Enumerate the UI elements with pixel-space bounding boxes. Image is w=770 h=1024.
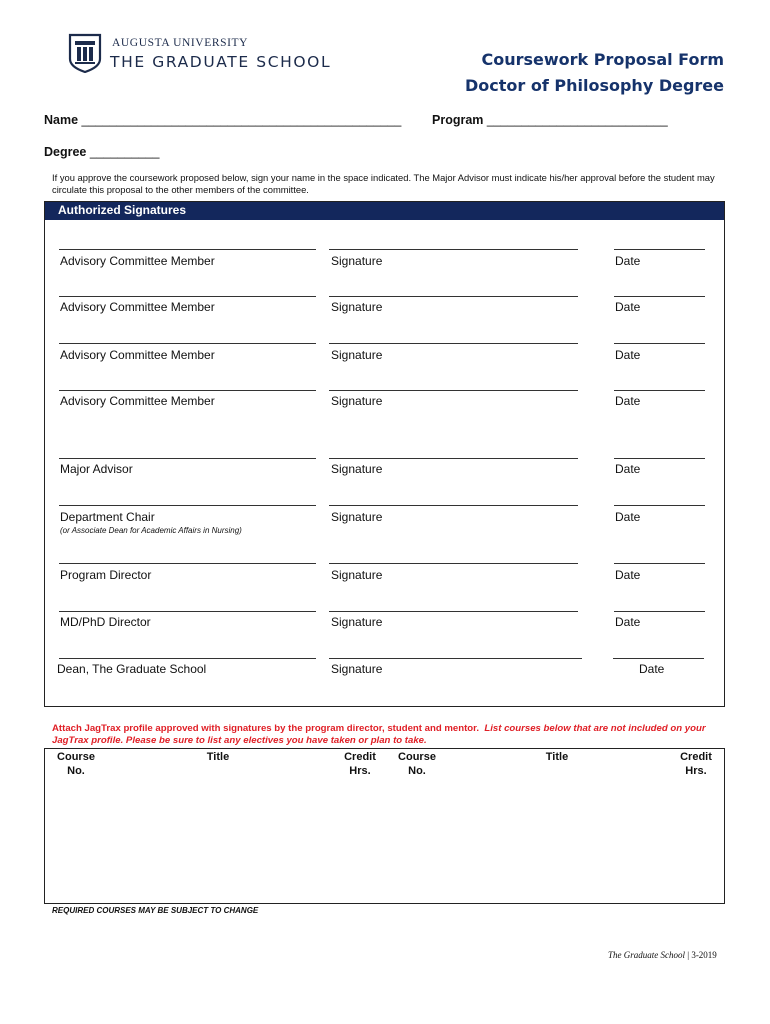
col-header-course-text: Course [398,751,436,763]
role-label: Department Chair [60,510,155,524]
date-label: Date [615,615,641,629]
signature-line[interactable] [329,658,582,659]
signature-line[interactable] [329,505,578,506]
signature-label: Signature [331,394,383,408]
signature-label: Signature [331,348,383,362]
signature-line[interactable] [329,611,578,612]
degree-field[interactable] [44,145,159,159]
program-field[interactable] [432,113,668,127]
role-label: Major Advisor [60,462,133,476]
col-header-credit-text: Credit [680,751,712,763]
signature-line[interactable] [329,563,578,564]
signature-label: Signature [331,462,383,476]
col-header-credit-text: Credit [344,751,376,763]
date-line[interactable] [614,611,705,612]
form-subtitle: Doctor of Philosophy Degree [465,76,724,95]
role-label: Advisory Committee Member [60,348,215,362]
role-label: MD/PhD Director [60,615,151,629]
col-header-no-text: No. [67,765,85,777]
date-line[interactable] [614,296,705,297]
col-header-course-no-2 [392,750,442,778]
signature-line[interactable] [329,296,578,297]
university-name: AUGUSTA UNIVERSITY [112,37,249,49]
role-signature-line[interactable] [59,249,316,250]
attach-note-italic: List courses below that are not included on your JagTrax profile. Please be sure to list any electives you have taken or plan to take. [52,723,706,746]
date-line[interactable] [614,390,705,391]
footer-school: The Graduate School [608,950,685,960]
col-header-course-no-1 [50,750,102,778]
department-chair-note: (or Associate Dean for Academic Affairs in Nursing) [60,526,242,535]
date-line[interactable] [614,505,705,506]
col-header-hrs-text: Hrs. [685,765,707,777]
date-label: Date [615,462,641,476]
col-header-no-text: No. [408,765,426,777]
role-label: Advisory Committee Member [60,300,215,314]
date-line[interactable] [614,249,705,250]
date-label: Date [615,394,641,408]
role-label: Program Director [60,568,152,582]
date-line[interactable] [614,563,705,564]
role-label: Dean, The Graduate School [57,662,207,676]
role-signature-line[interactable] [59,505,316,506]
attach-note [52,723,728,747]
signature-label: Signature [331,254,383,268]
date-label: Date [615,510,641,524]
role-signature-line[interactable] [59,390,316,391]
courses-table [44,748,725,904]
date-label: Date [639,662,665,676]
footer-separator: | [687,950,690,960]
program-label: Program [432,113,484,127]
signature-line[interactable] [329,343,578,344]
signature-label: Signature [331,510,383,524]
instructions-text: If you approve the coursework proposed below, sign your name in the space indicated. The Major Advisor must indicate his/her approval before the student may circulate this proposal to the other members of the committee. [52,172,715,195]
date-label: Date [615,300,641,314]
program-line[interactable]: __________________________ [486,113,668,127]
col-header-title-1: Title [206,751,230,763]
role-signature-line[interactable] [59,343,316,344]
role-signature-line[interactable] [59,563,316,564]
footer-date: 3-2019 [691,950,717,960]
col-header-credit-hrs-2 [672,750,720,778]
date-line[interactable] [613,658,704,659]
role-signature-line[interactable] [59,296,316,297]
name-field[interactable] [44,113,401,127]
role-label: Advisory Committee Member [60,254,215,268]
role-signature-line[interactable] [59,658,316,659]
role-label: Advisory Committee Member [60,394,215,408]
signature-line[interactable] [329,390,578,391]
university-shield-logo-icon [68,33,102,73]
date-label: Date [615,568,641,582]
signature-label: Signature [331,568,383,582]
signature-line[interactable] [329,249,578,250]
signatures-header: Authorized Signatures [58,203,187,217]
date-line[interactable] [614,343,705,344]
date-line[interactable] [614,458,705,459]
school-name: THE GRADUATE SCHOOL [110,53,332,71]
required-courses-note: REQUIRED COURSES MAY BE SUBJECT TO CHANGE [52,906,259,915]
name-label: Name [44,113,79,127]
col-header-course-text: Course [57,751,95,763]
col-header-title-2: Title [545,751,569,763]
degree-label: Degree [44,145,87,159]
col-header-credit-hrs-1 [336,750,384,778]
signatures-box [44,201,725,707]
role-signature-line[interactable] [59,611,316,612]
role-signature-line[interactable] [59,458,316,459]
signature-label: Signature [331,615,383,629]
footer [608,950,717,960]
attach-note-plain: Attach JagTrax profile approved with signatures by the program director, student and mentor. [52,723,480,734]
signature-label: Signature [331,300,383,314]
signature-label: Signature [331,662,383,676]
name-line[interactable]: ______________________________________________ [81,113,402,127]
date-label: Date [615,254,641,268]
form-title: Coursework Proposal Form [481,50,724,69]
date-label: Date [615,348,641,362]
signature-line[interactable] [329,458,578,459]
col-header-hrs-text: Hrs. [349,765,371,777]
degree-line[interactable]: __________ [89,145,160,159]
